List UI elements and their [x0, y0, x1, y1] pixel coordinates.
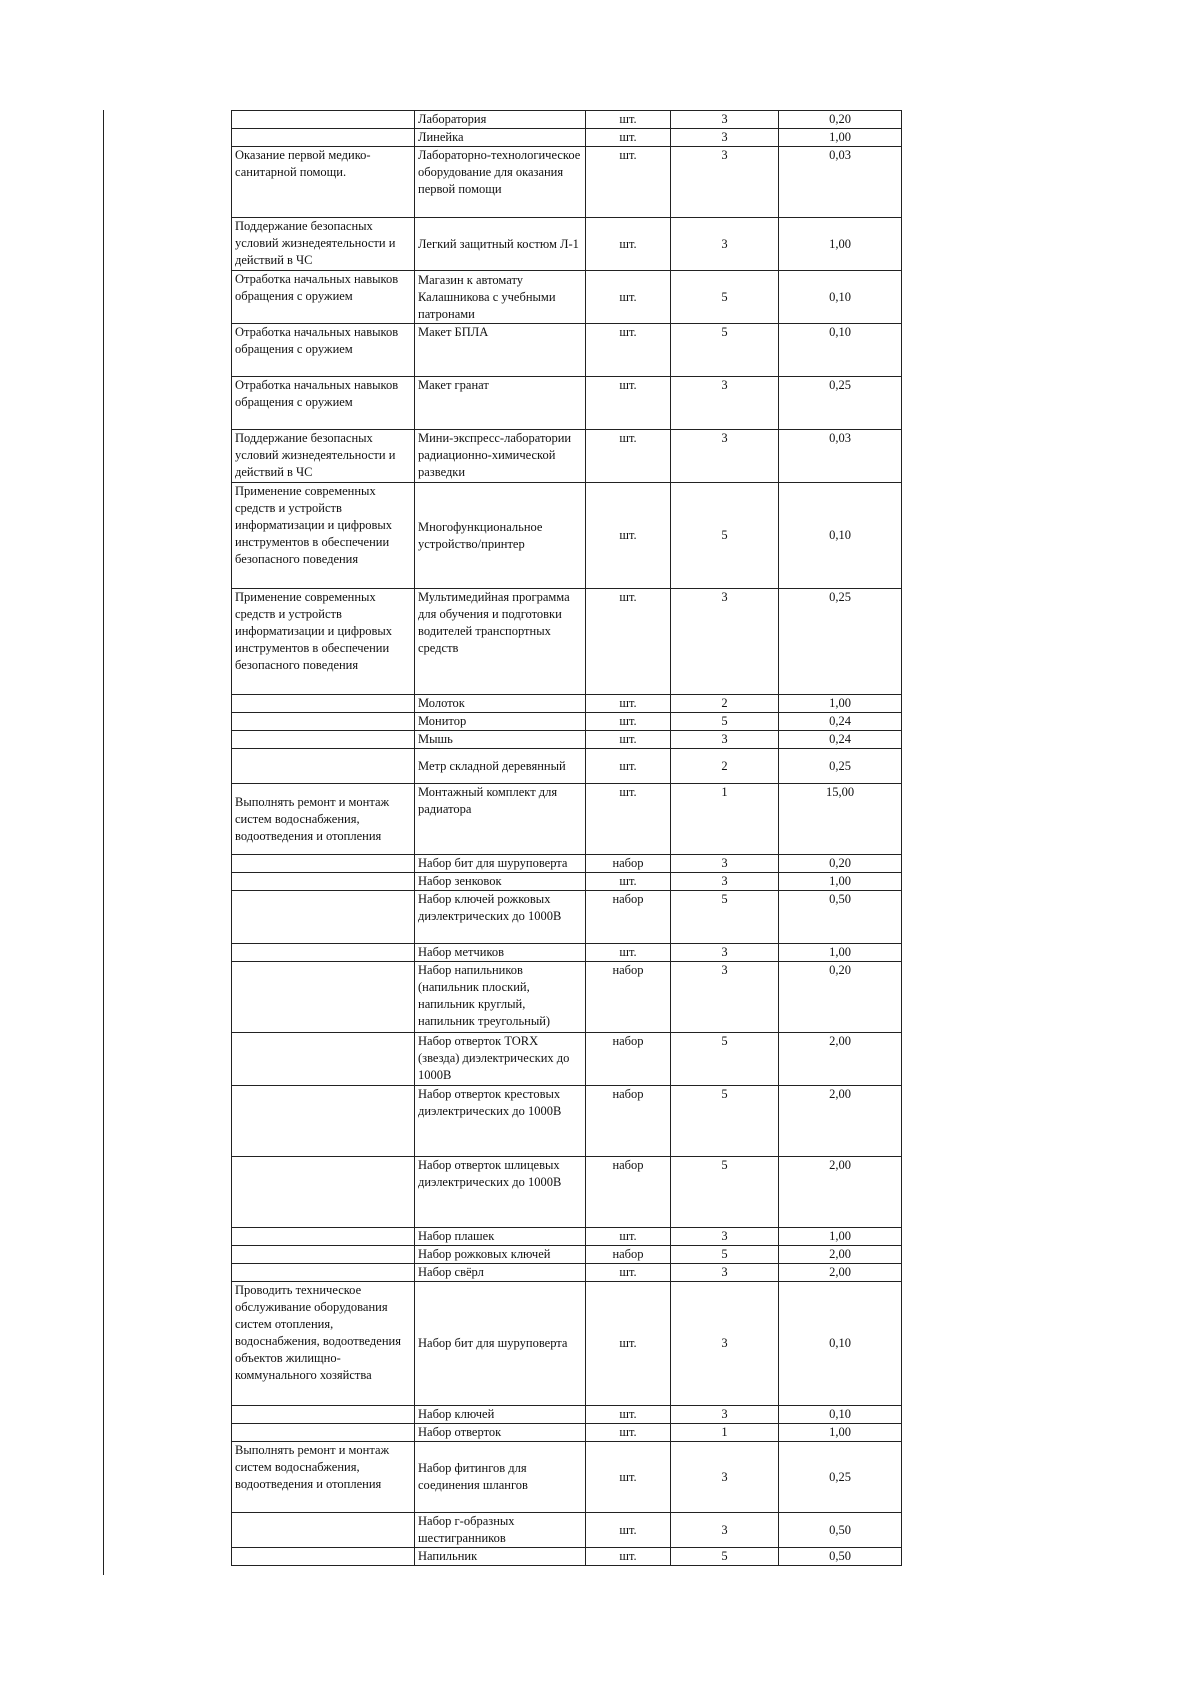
activity-cell: Отработка начальных навыков обращения с оружием: [232, 324, 415, 377]
activity-cell: Отработка начальных навыков обращения с оружием: [232, 271, 415, 324]
table-row: [232, 1424, 902, 1442]
unit-cell: набор: [586, 1086, 671, 1157]
value-cell: 0,25: [779, 749, 902, 784]
quantity-cell: 3: [671, 944, 779, 962]
quantity-cell: 5: [671, 1157, 779, 1228]
quantity-cell: 5: [671, 891, 779, 944]
unit-cell: шт.: [586, 731, 671, 749]
activity-cell: Применение современных средств и устройств информатизации и цифровых инструментов в обеспечении безопасного поведения: [232, 589, 415, 695]
item-cell: Набор зенковок: [415, 873, 586, 891]
table-row: [232, 1086, 902, 1157]
value-cell: 0,10: [779, 483, 902, 589]
table-row: [232, 1406, 902, 1424]
unit-cell: набор: [586, 1033, 671, 1086]
value-cell: 2,00: [779, 1157, 902, 1228]
table-row: [232, 1157, 902, 1228]
quantity-cell: 3: [671, 129, 779, 147]
table-row: [232, 1033, 902, 1086]
value-cell: 1,00: [779, 873, 902, 891]
unit-cell: шт.: [586, 1282, 671, 1406]
item-cell: Набор отверток TORX (звезда) диэлектрических до 1000В: [415, 1033, 586, 1086]
activity-cell: [232, 749, 415, 784]
table-row: [232, 1442, 902, 1513]
margin-line: [103, 110, 104, 1575]
equipment-table: [231, 110, 902, 1566]
unit-cell: шт.: [586, 1513, 671, 1548]
activity-cell: [232, 713, 415, 731]
value-cell: 1,00: [779, 1228, 902, 1246]
activity-cell: [232, 1513, 415, 1548]
activity-cell: Проводить техническое обслуживание оборудования систем отопления, водоснабжения, водоотведения объектов жилищно-коммунального хозяйства: [232, 1282, 415, 1406]
item-cell: Макет гранат: [415, 377, 586, 430]
activity-cell: [232, 1406, 415, 1424]
item-cell: Набор ключей: [415, 1406, 586, 1424]
unit-cell: шт.: [586, 1406, 671, 1424]
unit-cell: набор: [586, 855, 671, 873]
unit-cell: набор: [586, 1246, 671, 1264]
activity-cell: [232, 962, 415, 1033]
activity-cell: [232, 944, 415, 962]
item-cell: Набор бит для шуруповерта: [415, 1282, 586, 1406]
item-cell: Магазин к автомату Калашникова с учебными патронами: [415, 271, 586, 324]
item-cell: Набор бит для шуруповерта: [415, 855, 586, 873]
quantity-cell: 5: [671, 1033, 779, 1086]
quantity-cell: 3: [671, 111, 779, 129]
activity-cell: Выполнять ремонт и монтаж систем водоснабжения, водоотведения и отопления: [232, 1442, 415, 1513]
value-cell: 0,03: [779, 430, 902, 483]
quantity-cell: 5: [671, 1246, 779, 1264]
activity-cell: Поддержание безопасных условий жизнедеятельности и действий в ЧС: [232, 430, 415, 483]
activity-cell: Отработка начальных навыков обращения с оружием: [232, 377, 415, 430]
quantity-cell: 1: [671, 1424, 779, 1442]
activity-cell: [232, 1424, 415, 1442]
value-cell: 0,20: [779, 855, 902, 873]
value-cell: 1,00: [779, 944, 902, 962]
quantity-cell: 2: [671, 749, 779, 784]
table-row: [232, 1282, 902, 1406]
activity-cell: [232, 855, 415, 873]
item-cell: Мини-экспресс-лаборатории радиационно-химической разведки: [415, 430, 586, 483]
item-cell: Набор г-образных шестигранников: [415, 1513, 586, 1548]
activity-cell: [232, 1033, 415, 1086]
quantity-cell: 3: [671, 1282, 779, 1406]
value-cell: 0,10: [779, 1282, 902, 1406]
activity-cell: [232, 1264, 415, 1282]
value-cell: 0,25: [779, 377, 902, 430]
value-cell: 0,24: [779, 713, 902, 731]
unit-cell: шт.: [586, 713, 671, 731]
table-row: [232, 1548, 902, 1566]
unit-cell: шт.: [586, 483, 671, 589]
unit-cell: шт.: [586, 430, 671, 483]
item-cell: Набор отверток шлицевых диэлектрических до 1000В: [415, 1157, 586, 1228]
quantity-cell: 3: [671, 218, 779, 271]
table-row: [232, 1513, 902, 1548]
item-cell: Набор фитингов для соединения шлангов: [415, 1442, 586, 1513]
quantity-cell: 3: [671, 377, 779, 430]
item-cell: Набор рожковых ключей: [415, 1246, 586, 1264]
activity-cell: [232, 891, 415, 944]
quantity-cell: 3: [671, 589, 779, 695]
quantity-cell: 3: [671, 430, 779, 483]
item-cell: Набор плашек: [415, 1228, 586, 1246]
item-cell: Набор отверток: [415, 1424, 586, 1442]
value-cell: 0,50: [779, 891, 902, 944]
value-cell: 15,00: [779, 784, 902, 855]
value-cell: 0,10: [779, 1406, 902, 1424]
value-cell: 0,25: [779, 1442, 902, 1513]
value-cell: 0,10: [779, 271, 902, 324]
table-row: [232, 855, 902, 873]
quantity-cell: 1: [671, 784, 779, 855]
activity-cell: Поддержание безопасных условий жизнедеятельности и действий в ЧС: [232, 218, 415, 271]
quantity-cell: 3: [671, 1264, 779, 1282]
value-cell: 1,00: [779, 129, 902, 147]
table-row: [232, 483, 902, 589]
item-cell: Монтажный комплект для радиатора: [415, 784, 586, 855]
value-cell: 0,20: [779, 962, 902, 1033]
item-cell: Макет БПЛА: [415, 324, 586, 377]
activity-cell: [232, 1086, 415, 1157]
quantity-cell: 3: [671, 855, 779, 873]
table-row: [232, 271, 902, 324]
quantity-cell: 3: [671, 873, 779, 891]
table-row: [232, 430, 902, 483]
item-cell: Набор метчиков: [415, 944, 586, 962]
table-body: [232, 111, 902, 1566]
activity-cell: [232, 731, 415, 749]
quantity-cell: 5: [671, 271, 779, 324]
item-cell: Набор свёрл: [415, 1264, 586, 1282]
unit-cell: шт.: [586, 1228, 671, 1246]
unit-cell: шт.: [586, 129, 671, 147]
activity-cell: [232, 1228, 415, 1246]
value-cell: 0,50: [779, 1513, 902, 1548]
item-cell: Линейка: [415, 129, 586, 147]
value-cell: 2,00: [779, 1086, 902, 1157]
unit-cell: шт.: [586, 1264, 671, 1282]
table-row: [232, 377, 902, 430]
value-cell: 2,00: [779, 1246, 902, 1264]
quantity-cell: 3: [671, 731, 779, 749]
quantity-cell: 3: [671, 147, 779, 218]
quantity-cell: 3: [671, 1442, 779, 1513]
table-row: [232, 129, 902, 147]
value-cell: 2,00: [779, 1033, 902, 1086]
activity-cell: [232, 1157, 415, 1228]
item-cell: Легкий защитный костюм Л-1: [415, 218, 586, 271]
quantity-cell: 5: [671, 1086, 779, 1157]
value-cell: 2,00: [779, 1264, 902, 1282]
table-row: [232, 218, 902, 271]
item-cell: Монитор: [415, 713, 586, 731]
quantity-cell: 5: [671, 1548, 779, 1566]
activity-cell: [232, 873, 415, 891]
table-row: [232, 147, 902, 218]
activity-cell: Оказание первой медико-санитарной помощи.: [232, 147, 415, 218]
quantity-cell: 3: [671, 1406, 779, 1424]
value-cell: 0,50: [779, 1548, 902, 1566]
unit-cell: шт.: [586, 1424, 671, 1442]
item-cell: Лаборатория: [415, 111, 586, 129]
table-row: [232, 784, 902, 855]
quantity-cell: 3: [671, 962, 779, 1033]
quantity-cell: 2: [671, 695, 779, 713]
item-cell: Молоток: [415, 695, 586, 713]
activity-cell: Выполнять ремонт и монтаж систем водоснабжения, водоотведения и отопления: [232, 784, 415, 855]
table-row: [232, 713, 902, 731]
quantity-cell: 3: [671, 1228, 779, 1246]
unit-cell: набор: [586, 1157, 671, 1228]
activity-cell: [232, 1548, 415, 1566]
value-cell: 0,25: [779, 589, 902, 695]
unit-cell: шт.: [586, 324, 671, 377]
value-cell: 0,10: [779, 324, 902, 377]
unit-cell: шт.: [586, 271, 671, 324]
unit-cell: шт.: [586, 873, 671, 891]
activity-cell: Применение современных средств и устройств информатизации и цифровых инструментов в обеспечении безопасного поведения: [232, 483, 415, 589]
item-cell: Мышь: [415, 731, 586, 749]
table-row: [232, 695, 902, 713]
unit-cell: шт.: [586, 784, 671, 855]
table-row: [232, 944, 902, 962]
activity-cell: [232, 129, 415, 147]
quantity-cell: 5: [671, 324, 779, 377]
table-row: [232, 1246, 902, 1264]
unit-cell: шт.: [586, 1548, 671, 1566]
unit-cell: шт.: [586, 695, 671, 713]
unit-cell: набор: [586, 962, 671, 1033]
item-cell: Набор отверток крестовых диэлектрических до 1000В: [415, 1086, 586, 1157]
activity-cell: [232, 1246, 415, 1264]
item-cell: Набор напильников (напильник плоский, напильник круглый, напильник треугольный): [415, 962, 586, 1033]
table-row: [232, 1264, 902, 1282]
unit-cell: шт.: [586, 1442, 671, 1513]
quantity-cell: 5: [671, 713, 779, 731]
table-row: [232, 324, 902, 377]
quantity-cell: 3: [671, 1513, 779, 1548]
value-cell: 1,00: [779, 695, 902, 713]
item-cell: Метр складной деревянный: [415, 749, 586, 784]
unit-cell: шт.: [586, 377, 671, 430]
item-cell: Мультимедийная программа для обучения и подготовки водителей транспортных средств: [415, 589, 586, 695]
value-cell: 0,03: [779, 147, 902, 218]
table-row: [232, 1228, 902, 1246]
activity-cell: [232, 695, 415, 713]
unit-cell: шт.: [586, 111, 671, 129]
table-row: [232, 111, 902, 129]
activity-cell: [232, 111, 415, 129]
value-cell: 0,24: [779, 731, 902, 749]
table-row: [232, 962, 902, 1033]
table-row: [232, 873, 902, 891]
unit-cell: шт.: [586, 147, 671, 218]
unit-cell: набор: [586, 891, 671, 944]
item-cell: Набор ключей рожковых диэлектрических до 1000В: [415, 891, 586, 944]
unit-cell: шт.: [586, 749, 671, 784]
unit-cell: шт.: [586, 589, 671, 695]
unit-cell: шт.: [586, 944, 671, 962]
table-row: [232, 891, 902, 944]
table-row: [232, 731, 902, 749]
value-cell: 0,20: [779, 111, 902, 129]
unit-cell: шт.: [586, 218, 671, 271]
quantity-cell: 5: [671, 483, 779, 589]
table-row: [232, 749, 902, 784]
table-row: [232, 589, 902, 695]
item-cell: Напильник: [415, 1548, 586, 1566]
value-cell: 1,00: [779, 1424, 902, 1442]
item-cell: Многофункциональное устройство/принтер: [415, 483, 586, 589]
item-cell: Лабораторно-технологическое оборудование для оказания первой помощи: [415, 147, 586, 218]
value-cell: 1,00: [779, 218, 902, 271]
